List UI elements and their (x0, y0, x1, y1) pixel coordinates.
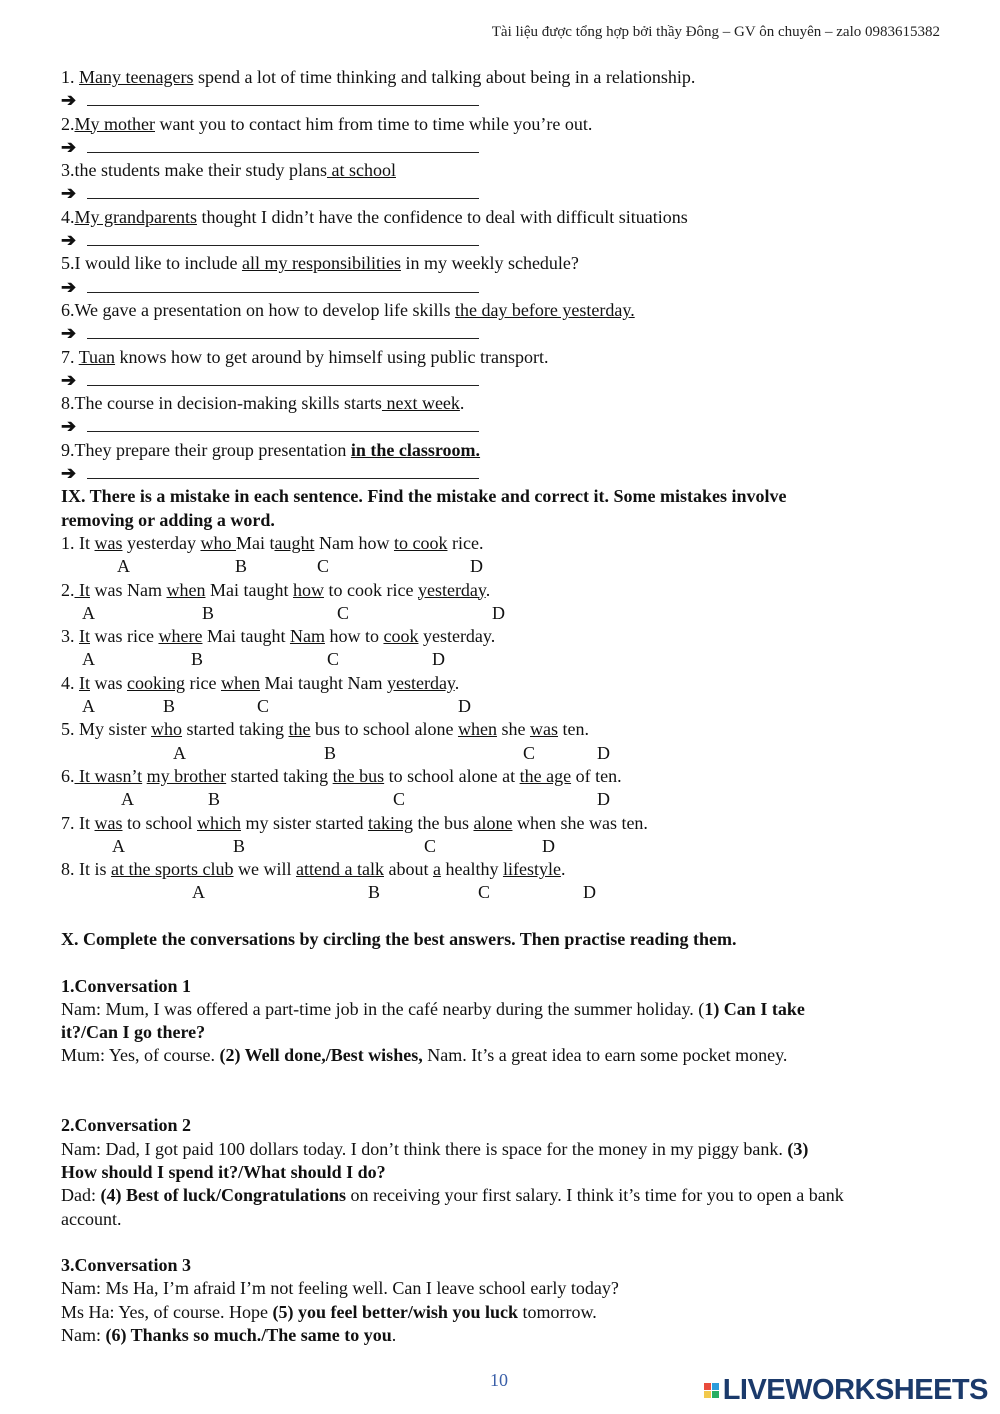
option-letter[interactable]: D (597, 742, 610, 763)
section-9-title-line1: IX. There is a mistake in each sentence. Find the mistake and correct it. Some mistakes involve (61, 486, 787, 507)
option-letters (61, 602, 941, 625)
arrow-right-icon: ➔ (61, 369, 77, 390)
answer-blank[interactable] (87, 184, 479, 199)
section-10-title: X. Complete the conversations by circling the best answers. Then practise reading them. (61, 928, 737, 949)
conversation-1-heading: 1.Conversation 1 (61, 975, 191, 996)
option-letter[interactable]: D (492, 602, 505, 623)
conversation-1-line-2: it?/Can I go there? (61, 1022, 206, 1043)
option-letter[interactable]: D (432, 649, 445, 670)
arrow-right-icon: ➔ (61, 183, 77, 204)
section-9-title-line2: removing or adding a word. (61, 509, 275, 530)
liveworksheets-logo[interactable] (704, 1374, 988, 1407)
rewrite-question: 1. Many teenagers spend a lot of time thinking and talking about being in a relationship. (61, 67, 696, 87)
arrow-right-icon: ➔ (61, 230, 77, 251)
arrow-right-icon: ➔ (61, 323, 77, 344)
conversation-1-line-1: Nam: Mum, I was offered a part-time job in the café nearby during the summer holiday. (1) Can I take (61, 998, 805, 1019)
answer-blank[interactable] (87, 91, 479, 106)
mistake-sentence: 1. It was yesterday who Mai taught Nam how to cook rice. (61, 532, 484, 553)
option-letter[interactable]: B (191, 649, 204, 670)
conversation-2-line-4: account. (61, 1208, 122, 1229)
option-letter[interactable]: A (82, 649, 95, 670)
option-letter[interactable]: D (470, 556, 483, 577)
conversation-2-heading: 2.Conversation 2 (61, 1115, 191, 1136)
mistake-sentence: 8. It is at the sports club we will attend a talk about a healthy lifestyle. (61, 859, 566, 880)
conversation-3-line-2: Ms Ha: Yes, of course. Hope (5) you feel better/wish you luck tomorrow. (61, 1301, 597, 1322)
answer-blank[interactable] (87, 371, 479, 386)
rewrite-question: 9.They prepare their group presentation in the classroom. (61, 439, 481, 460)
conversation-3-line-1: Nam: Ms Ha, I’m afraid I’m not feeling well. Can I leave school early today? (61, 1278, 619, 1299)
answer-line[interactable] (61, 462, 941, 485)
option-letter[interactable]: B (208, 789, 221, 810)
option-letter[interactable]: B (202, 602, 215, 623)
mistake-questions (61, 532, 941, 905)
option-letter[interactable]: C (478, 882, 491, 903)
mistake-sentence: 3. It was rice where Mai taught Nam how to cook yesterday. (61, 626, 496, 647)
option-letter[interactable]: A (112, 835, 125, 856)
conversation-2-line-3: Dad: (4) Best of luck/Congratulations on receiving your first salary. I think it’s time for you to open a bank (61, 1185, 844, 1206)
option-letter[interactable]: C (424, 835, 437, 856)
option-letter[interactable]: D (458, 696, 471, 717)
option-letter[interactable]: A (192, 882, 205, 903)
option-letters (61, 695, 941, 718)
mistake-sentence: 4. It was cooking rice when Mai taught Nam yesterday. (61, 672, 460, 693)
arrow-right-icon: ➔ (61, 416, 77, 437)
conversation-3-line-3: Nam: (6) Thanks so much./The same to you. (61, 1325, 397, 1346)
arrow-right-icon: ➔ (61, 90, 77, 111)
option-letter[interactable]: B (368, 882, 381, 903)
option-letter[interactable]: D (583, 882, 596, 903)
option-letter[interactable]: B (235, 556, 248, 577)
option-letters (61, 555, 941, 578)
answer-line[interactable] (61, 415, 941, 438)
option-letter[interactable]: A (121, 789, 134, 810)
answer-line[interactable] (61, 229, 941, 252)
option-letters (61, 648, 941, 671)
rewrite-questions (61, 66, 941, 485)
option-letter[interactable]: A (82, 696, 95, 717)
answer-blank[interactable] (87, 324, 479, 339)
option-letters (61, 835, 941, 858)
answer-line[interactable] (61, 276, 941, 299)
mistake-sentence: 5. My sister who started taking the bus to school alone when she was ten. (61, 719, 589, 740)
page-number: 10 (490, 1370, 508, 1390)
option-letter[interactable]: D (597, 789, 610, 810)
rewrite-question: 2.My mother want you to contact him from time to time while you’re out. (61, 113, 593, 134)
document-header: Tài liệu được tổng hợp bởi thầy Đông – GV ôn chuyên – zalo 0983615382 (491, 24, 940, 40)
answer-line[interactable] (61, 182, 941, 205)
option-letters (61, 788, 941, 811)
mistake-sentence: 7. It was to school which my sister started taking the bus alone when she was ten. (61, 812, 648, 833)
option-letter[interactable]: C (327, 649, 340, 670)
answer-blank[interactable] (87, 138, 479, 153)
option-letter[interactable]: C (337, 602, 350, 623)
answer-blank[interactable] (87, 417, 479, 432)
option-letter[interactable]: A (117, 556, 130, 577)
rewrite-question: 7. Tuan knows how to get around by himself using public transport. (61, 346, 549, 367)
conversation-2-line-2: How should I spend it?/What should I do? (61, 1161, 386, 1182)
conversation-1-line-3: Mum: Yes, of course. (2) Well done,/Best wishes, Nam. It’s a great idea to earn some pocket money. (61, 1045, 788, 1066)
option-letters (61, 742, 941, 765)
option-letter[interactable]: C (257, 696, 270, 717)
answer-blank[interactable] (87, 278, 479, 293)
option-letter[interactable]: B (163, 696, 176, 717)
conversation-2-line-1: Nam: Dad, I got paid 100 dollars today. I don’t think there is space for the money in my piggy bank. (3) (61, 1138, 809, 1159)
option-letter[interactable]: A (82, 602, 95, 623)
answer-blank[interactable] (87, 464, 479, 479)
answer-line[interactable] (61, 136, 941, 159)
arrow-right-icon: ➔ (61, 463, 77, 484)
arrow-right-icon: ➔ (61, 136, 77, 157)
rewrite-question: 4.My grandparents thought I didn’t have the confidence to deal with difficult situations (61, 206, 688, 227)
option-letter[interactable]: D (542, 835, 555, 856)
conversation-3-heading: 3.Conversation 3 (61, 1255, 191, 1276)
worksheet-content (61, 66, 941, 1347)
rewrite-question: 3.the students make their study plans at school (61, 160, 396, 181)
rewrite-question: 6.We gave a presentation on how to develop life skills the day before yesterday. (61, 299, 635, 320)
option-letter[interactable]: C (523, 742, 536, 763)
rewrite-question: 5.I would like to include all my responsibilities in my weekly schedule? (61, 253, 579, 274)
option-letters (61, 881, 941, 904)
arrow-right-icon: ➔ (61, 276, 77, 297)
mistake-sentence: 2. It was Nam when Mai taught how to cook rice yesterday. (61, 579, 491, 600)
option-letter[interactable]: C (317, 556, 330, 577)
option-letter[interactable]: B (324, 742, 337, 763)
mistake-sentence: 6. It wasn’t my brother started taking the bus to school alone at the age of ten. (61, 765, 622, 786)
answer-line[interactable] (61, 369, 941, 392)
answer-line[interactable] (61, 89, 941, 112)
logo-blocks-icon (704, 1383, 719, 1398)
brand-name: LIVEWORKSHEETS (722, 1374, 988, 1406)
answer-line[interactable] (61, 322, 941, 345)
option-letter[interactable]: C (393, 789, 406, 810)
answer-blank[interactable] (87, 231, 479, 246)
rewrite-question: 8.The course in decision-making skills starts next week. (61, 393, 465, 414)
option-letter[interactable]: A (173, 742, 186, 763)
option-letter[interactable]: B (233, 835, 246, 856)
